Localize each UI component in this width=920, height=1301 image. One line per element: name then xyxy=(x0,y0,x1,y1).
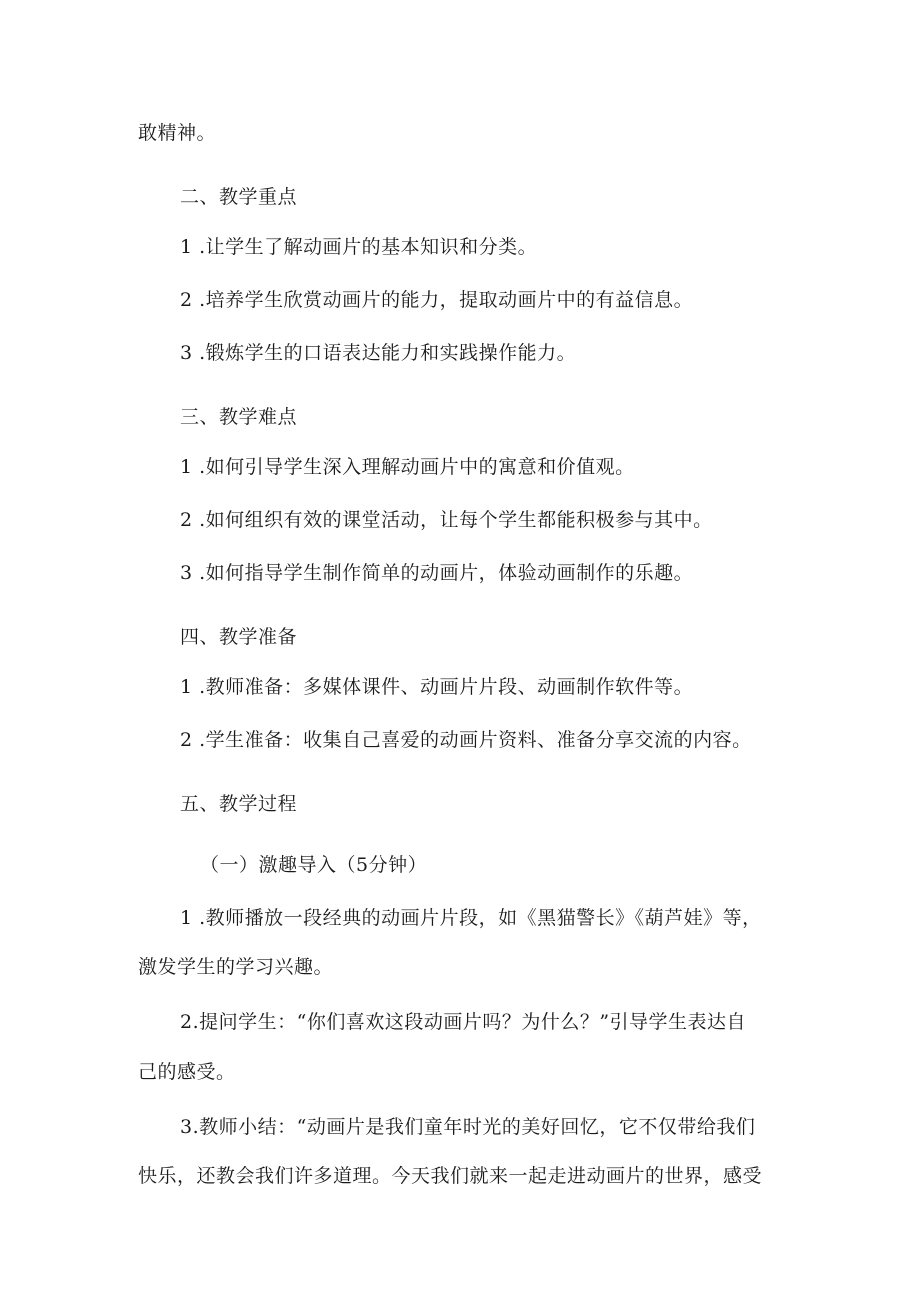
list-item: 1 .教师准备：多媒体课件、动画片片段、动画制作软件等。 xyxy=(180,676,694,698)
list-item: 3 .如何指导学生制作简单的动画片，体验动画制作的乐趣。 xyxy=(180,562,694,584)
list-item: 2 .培养学生欣赏动画片的能力，提取动画片中的有益信息。 xyxy=(180,289,694,311)
paragraph-line: 激发学生的学习兴趣。 xyxy=(138,956,334,978)
section-heading-process: 五、教学过程 xyxy=(180,793,298,815)
section-heading-difficulty: 三、教学难点 xyxy=(180,406,298,428)
list-item: 1 .让学生了解动画片的基本知识和分类。 xyxy=(180,236,538,258)
section-heading-preparation: 四、教学准备 xyxy=(180,626,298,648)
list-item: 2 .如何组织有效的课堂活动，让每个学生都能积极参与其中。 xyxy=(180,509,713,531)
section-heading-focus: 二、教学重点 xyxy=(180,186,298,208)
paragraph-line: 3.教师小结：“动画片是我们童年时光的美好回忆，它不仅带给我们 xyxy=(180,1116,756,1138)
paragraph-line: 快乐，还教会我们许多道理。今天我们就来一起走进动画片的世界，感受 xyxy=(138,1165,763,1187)
subsection-heading: （一）激趣导入（5分钟） xyxy=(200,854,428,876)
list-item: 1 .如何引导学生深入理解动画片中的寓意和价值观。 xyxy=(180,456,635,478)
list-item: 2 .学生准备：收集自己喜爱的动画片资料、准备分享交流的内容。 xyxy=(180,729,752,751)
paragraph-line: 1 .教师播放一段经典的动画片片段，如《黑猫警长》《葫芦娃》等， xyxy=(180,907,762,929)
list-item: 3 .锻炼学生的口语表达能力和实践操作能力。 xyxy=(180,342,577,364)
paragraph-line: 2.提问学生：“你们喜欢这段动画片吗？为什么？”引导学生表达自 xyxy=(180,1011,747,1033)
continuation-text: 敢精神。 xyxy=(138,122,217,144)
paragraph-line: 己的感受。 xyxy=(138,1061,236,1083)
